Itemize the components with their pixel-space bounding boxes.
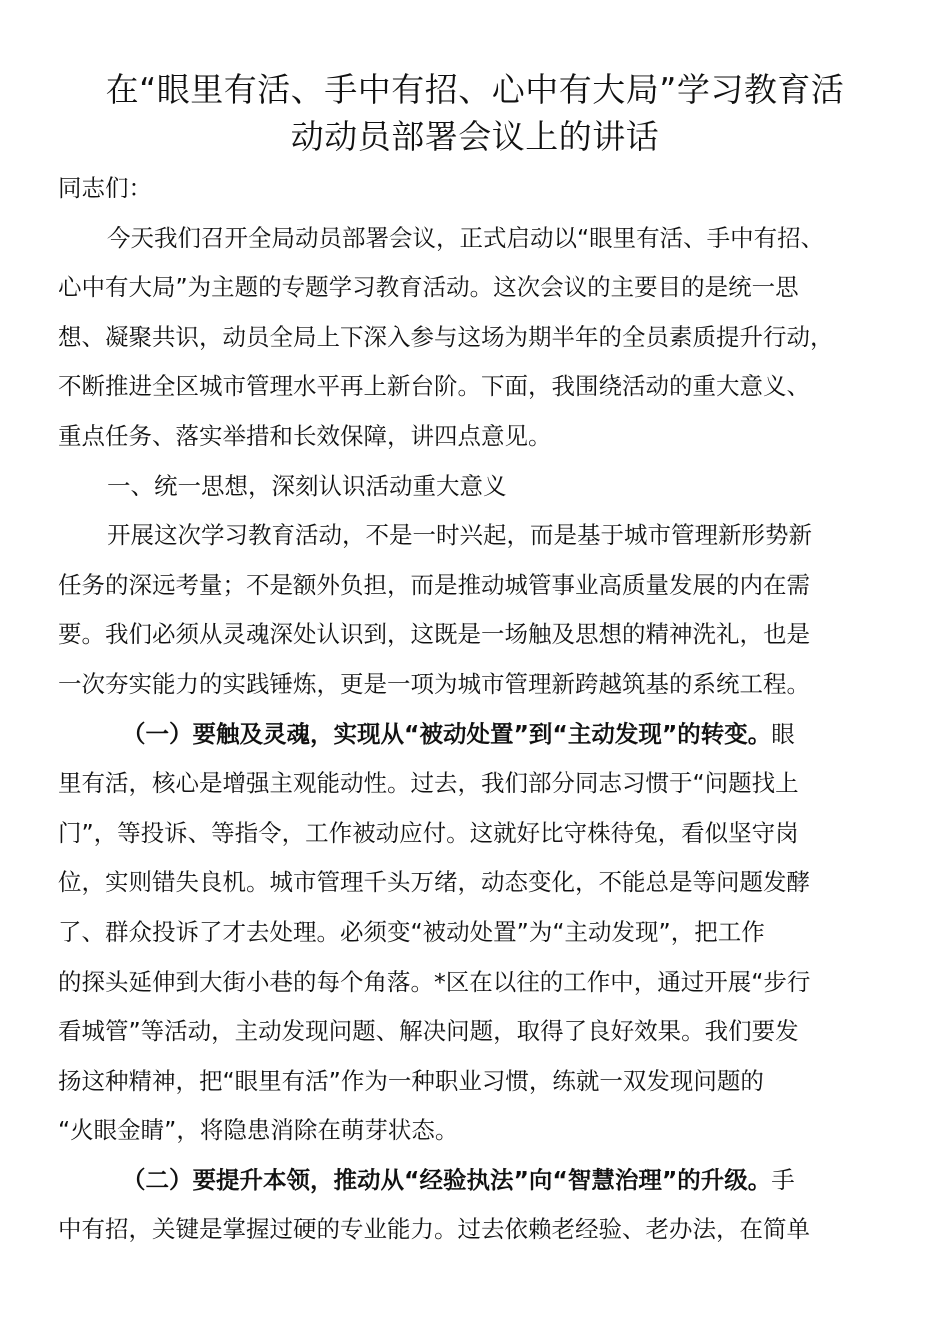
paragraph-section-1 [58, 511, 888, 709]
text-line: 任务的深远考量；不是额外负担，而是推动城管事业高质量发展的内在需 [58, 570, 810, 599]
text-line: 心中有大局”为主题的专题学习教育活动。这次会议的主要目的是统一思 [58, 273, 799, 302]
text-line: 今天我们召开全局动员部署会议，正式启动以“眼里有活、手中有招、 [107, 223, 825, 252]
subsection-2-heading: （二）要提升本领，推动从“经验执法”向“智慧治理”的升级。 [122, 1165, 772, 1194]
text-line: 想、凝聚共识，动员全局上下深入参与这场为期半年的全员素质提升行动， [58, 322, 834, 351]
subsection-2-first-line [58, 1156, 888, 1206]
salutation: 同志们： [58, 174, 152, 202]
text-line: 里有活，核心是增强主观能动性。过去，我们部分同志习惯于“问题找上 [58, 769, 799, 798]
text-line: 的探头延伸到大街小巷的每个角落。*区在以往的工作中，通过开展“步行 [58, 967, 811, 996]
title-line-2: 动动员部署会议上的讲话 [290, 117, 660, 156]
section-heading-1: 一、统一思想，深刻认识活动重大意义 [107, 471, 507, 500]
title-line-1: 在“眼里有活、手中有招、心中有大局”学习教育活 [105, 70, 845, 109]
document-body [58, 164, 888, 1255]
text-line: 位，实则错失良机。城市管理千头万绪，动态变化，不能总是等问题发酵 [58, 868, 810, 897]
subsection-1-heading: （一）要触及灵魂，实现从“被动处置”到“主动发现”的转变。 [122, 719, 772, 748]
text-line: 重点任务、落实举措和长效保障，讲四点意见。 [58, 421, 552, 450]
text-line: 扬这种精神，把“眼里有活”作为一种职业习惯，练就一双发现问题的 [58, 1066, 764, 1095]
text-line: 中有招，关键是掌握过硬的专业能力。过去依赖老经验、老办法，在简单 [58, 1215, 810, 1244]
subsection-1-first-line [58, 710, 888, 760]
text-line: 开展这次学习教育活动，不是一时兴起，而是基于城市管理新形势新 [107, 521, 812, 550]
text-fragment: 眼 [771, 719, 795, 748]
text-line: 要。我们必须从灵魂深处认识到，这既是一场触及思想的精神洗礼，也是 [58, 620, 810, 649]
text-line: “火眼金睛”，将隐患消除在萌芽状态。 [58, 1116, 459, 1145]
paragraph-intro [58, 214, 888, 462]
subsection-2 [58, 1156, 888, 1255]
text-line: 不断推进全区城市管理水平再上新台阶。下面，我围绕活动的重大意义、 [58, 372, 810, 401]
text-line: 了、群众投诉了才去处理。必须变“被动处置”为“主动发现”，把工作 [58, 917, 765, 946]
text-line: 看城管”等活动，主动发现问题、解决问题，取得了良好效果。我们要发 [58, 1017, 799, 1046]
document-title [40, 66, 910, 160]
text-line: 门”，等投诉、等指令，工作被动应付。这就好比守株待兔，看似坚守岗 [58, 818, 799, 847]
text-line: 一次夯实能力的实践锤炼，更是一项为城市管理新跨越筑基的系统工程。 [58, 669, 810, 698]
subsection-1 [58, 710, 888, 1156]
text-fragment: 手 [771, 1165, 795, 1194]
